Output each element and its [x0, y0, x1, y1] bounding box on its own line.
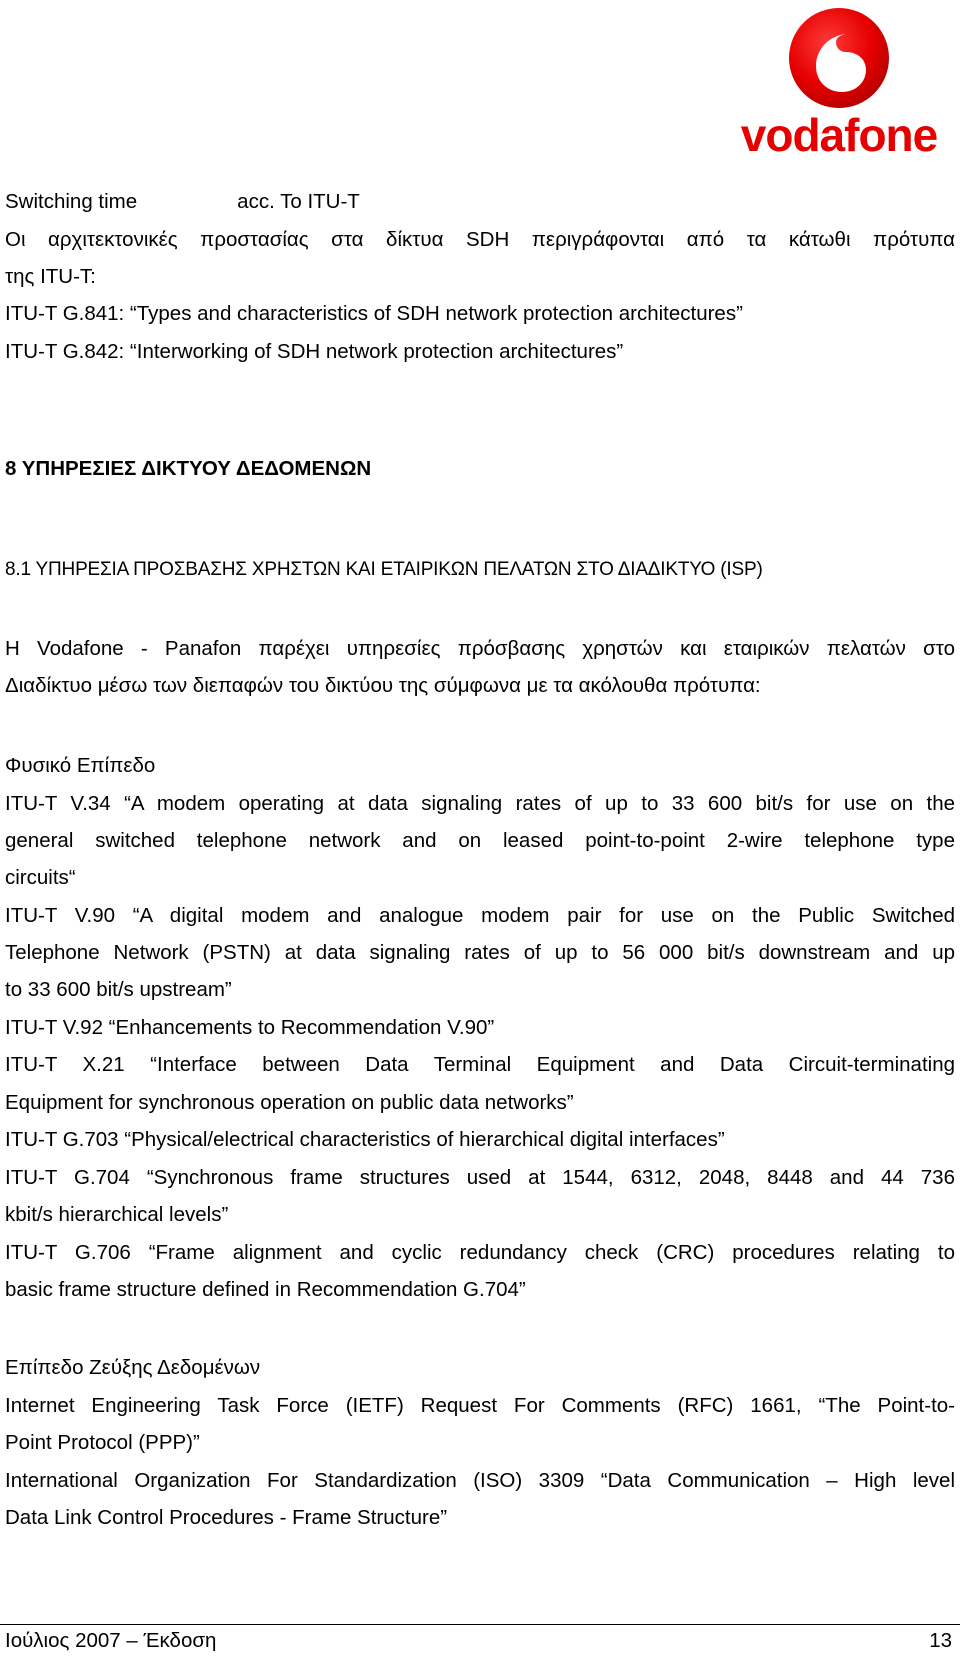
standard-x21-line-1: ITU-T X.21 “Interface between Data Terminal Equipment and Data Circuit-terminating	[5, 1053, 955, 1076]
footer-page-number: 13	[929, 1629, 952, 1652]
standard-g706-line-1: ITU-T G.706 “Frame alignment and cyclic redundancy check (CRC) procedures relating to	[5, 1241, 955, 1264]
standard-iso-line-1: International Organization For Standardization (ISO) 3309 “Data Communication – High level	[5, 1469, 955, 1492]
section-heading-8-1: 8.1 ΥΠΗΡΕΣΙΑ ΠΡΟΣΒΑΣΗΣ ΧΡΗΣΤΩΝ ΚΑΙ ΕΤΑΙΡΙΚΩΝ ΠΕΛΑΤΩΝ ΣΤΟ ΔΙΑΔΙΚΤΥΟ (ISP)	[5, 559, 763, 580]
standard-v34-line-2: general switched telephone network and on leased point-to-point 2-wire telephone type	[5, 829, 955, 852]
paragraph-line-1: Η Vodafone - Panafon παρέχει υπηρεσίες πρόσβασης χρηστών και εταιρικών πελατών στο	[5, 637, 955, 660]
physical-layer-title: Φυσικό Επίπεδο	[5, 754, 156, 777]
switching-time-label: Switching time	[5, 190, 138, 213]
switching-time-line	[5, 189, 360, 215]
standard-v92: ITU-T V.92 “Enhancements to Recommendation V.90”	[5, 1016, 495, 1039]
footer-date-edition: Ιούλιος 2007 – Έκδοση	[5, 1629, 217, 1652]
vodafone-logo	[728, 6, 950, 161]
footer-divider	[0, 1624, 960, 1625]
standard-v90-line-3: to 33 600 bit/s upstream”	[5, 978, 232, 1001]
data-link-layer-title: Επίπεδο Ζεύξης Δεδομένων	[5, 1356, 261, 1379]
paragraph-line-2: Διαδίκτυο μέσω των διεπαφών του δικτύου της σύμφωνα με τα ακόλουθα πρότυπα:	[5, 674, 761, 697]
vodafone-wordmark: vodafone	[740, 109, 938, 161]
standard-g842: ITU-T G.842: “Interworking of SDH network protection architectures”	[5, 340, 624, 363]
vodafone-speechmark-icon	[728, 6, 950, 116]
standard-g704-line-1: ITU-T G.704 “Synchronous frame structures used at 1544, 6312, 2048, 8448 and 44 736	[5, 1166, 955, 1189]
standard-v90-line-1: ITU-T V.90 “A digital modem and analogue modem pair for use on the Public Switched	[5, 904, 955, 927]
standard-ietf-line-1: Internet Engineering Task Force (IETF) Request For Comments (RFC) 1661, “The Point-to-	[5, 1394, 955, 1417]
section-heading-8: 8 ΥΠΗΡΕΣΙΕΣ ΔΙΚΤΥΟΥ ΔΕΔΟΜΕΝΩΝ	[5, 457, 372, 480]
standard-v34-line-1: ITU-T V.34 “A modem operating at data signaling rates of up to 33 600 bit/s for use on the	[5, 792, 955, 815]
standard-g706-line-2: basic frame structure defined in Recommendation G.704”	[5, 1278, 526, 1301]
switching-time-ref: acc. To ITU-T	[237, 190, 360, 213]
standard-v90-line-2: Telephone Network (PSTN) at data signaling rates of up to 56 000 bit/s downstream and up	[5, 941, 955, 964]
standard-ietf-line-2: Point Protocol (PPP)”	[5, 1431, 200, 1454]
standard-iso-line-2: Data Link Control Procedures - Frame Structure”	[5, 1506, 448, 1529]
standard-g704-line-2: kbit/s hierarchical levels”	[5, 1203, 229, 1226]
standard-v34-line-3: circuits“	[5, 866, 76, 889]
standard-g703: ITU-T G.703 “Physical/electrical characteristics of hierarchical digital interfaces”	[5, 1128, 725, 1151]
standard-g841: ITU-T G.841: “Types and characteristics of SDH network protection architectures”	[5, 302, 743, 325]
intro-line-2: της ITU-T:	[5, 265, 96, 288]
standard-x21-line-2: Equipment for synchronous operation on public data networks”	[5, 1091, 574, 1114]
intro-line-1: Οι αρχιτεκτονικές προστασίας στα δίκτυα SDH περιγράφονται από τα κάτωθι πρότυπα	[5, 228, 955, 251]
